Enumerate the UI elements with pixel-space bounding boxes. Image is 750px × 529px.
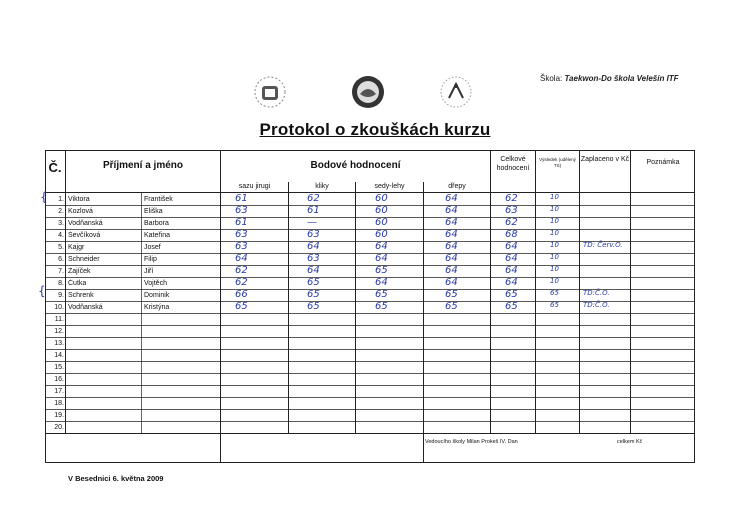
row-firstname: Josef bbox=[144, 244, 161, 251]
row-total: 62 bbox=[505, 217, 518, 228]
row-number: 8. bbox=[58, 280, 64, 287]
row-total: 64 bbox=[505, 253, 518, 264]
row-paid: TD:Č.O. bbox=[583, 289, 610, 297]
row-number: 18. bbox=[54, 400, 64, 407]
col-drepy-header: dřepy bbox=[448, 183, 466, 190]
row-sedy: 64 bbox=[375, 277, 388, 288]
row-number: 10. bbox=[54, 304, 64, 311]
row-kliky: 65 bbox=[307, 277, 320, 288]
row-drepy: 64 bbox=[445, 277, 458, 288]
row-sedy: 60 bbox=[375, 205, 388, 216]
row-result: 10 bbox=[550, 241, 559, 249]
col-sedy-header: sedy-lehy bbox=[374, 183, 405, 190]
row-number: 9. bbox=[58, 292, 64, 299]
row-drepy: 64 bbox=[445, 229, 458, 240]
row-surname: Kozlová bbox=[68, 208, 93, 215]
row-sedy: 64 bbox=[375, 241, 388, 252]
row-drepy: 64 bbox=[445, 217, 458, 228]
row-total: 65 bbox=[505, 301, 518, 312]
row-result: 10 bbox=[550, 229, 559, 237]
row-sedy: 60 bbox=[375, 229, 388, 240]
row-sazu: 62 bbox=[235, 265, 248, 276]
footer-total: celkem Kč bbox=[617, 439, 643, 445]
row-total: 64 bbox=[505, 241, 518, 252]
school-name: Taekwon-Do škola Velešín ITF bbox=[564, 74, 679, 83]
row-kliky: 61 bbox=[307, 205, 320, 216]
federation-logo-icon bbox=[348, 72, 388, 112]
protocol-table bbox=[45, 150, 695, 463]
row-number: 5. bbox=[58, 244, 64, 251]
col-result-header: Výsledek (udělený TS) bbox=[539, 157, 576, 168]
margin-mark: { bbox=[40, 190, 48, 204]
row-result: 10 bbox=[550, 277, 559, 285]
row-kliky: 64 bbox=[307, 241, 320, 252]
row-firstname: Vojtěch bbox=[144, 280, 167, 287]
col-sazu-header: sazu jirugi bbox=[238, 183, 271, 190]
row-number: 15. bbox=[54, 364, 64, 371]
row-surname: Zajíček bbox=[68, 268, 91, 275]
row-result: 65 bbox=[550, 301, 559, 309]
club-logo-icon bbox=[436, 72, 476, 112]
col-points-header: Bodové hodnocení bbox=[310, 160, 401, 171]
row-kliky: 64 bbox=[307, 265, 320, 276]
row-drepy: 65 bbox=[445, 301, 458, 312]
row-paid: TD: Červ.O. bbox=[583, 241, 623, 249]
row-number: 20. bbox=[54, 424, 64, 431]
school-line bbox=[540, 74, 679, 83]
row-drepy: 64 bbox=[445, 253, 458, 264]
row-sedy: 65 bbox=[375, 301, 388, 312]
row-sedy: 64 bbox=[375, 253, 388, 264]
row-drepy: 64 bbox=[445, 265, 458, 276]
row-drepy: 64 bbox=[445, 193, 458, 204]
place-date: V Besednici 6. května 2009 bbox=[68, 474, 164, 483]
row-sedy: 65 bbox=[375, 289, 388, 300]
row-sazu: 65 bbox=[235, 301, 248, 312]
row-sazu: 61 bbox=[235, 193, 248, 204]
row-drepy: 65 bbox=[445, 289, 458, 300]
row-surname: Kajgr bbox=[68, 244, 85, 251]
col-number-header: Č. bbox=[48, 160, 62, 175]
row-sazu: 66 bbox=[235, 289, 248, 300]
row-kliky: 63 bbox=[307, 253, 320, 264]
margin-mark: { bbox=[38, 284, 46, 298]
row-firstname: Kateřina bbox=[144, 232, 171, 239]
row-total: 63 bbox=[505, 205, 518, 216]
row-firstname: Barbora bbox=[144, 220, 169, 227]
row-total: 64 bbox=[505, 265, 518, 276]
row-kliky: 62 bbox=[307, 193, 320, 204]
row-sazu: 63 bbox=[235, 241, 248, 252]
row-result: 10 bbox=[550, 205, 559, 213]
school-label: Škola: bbox=[540, 74, 563, 83]
row-firstname: Dominik bbox=[144, 292, 170, 299]
row-firstname: František bbox=[144, 196, 173, 203]
row-sedy: 60 bbox=[375, 217, 388, 228]
row-firstname: Eliška bbox=[144, 208, 163, 215]
row-number: 1. bbox=[58, 196, 64, 203]
row-drepy: 64 bbox=[445, 241, 458, 252]
row-firstname: Kristýna bbox=[144, 304, 170, 311]
row-firstname: Filip bbox=[144, 256, 157, 263]
row-kliky: — bbox=[307, 217, 317, 228]
row-result: 10 bbox=[550, 193, 559, 201]
row-surname: Ševčíková bbox=[68, 232, 101, 239]
row-sedy: 65 bbox=[375, 265, 388, 276]
row-number: 12. bbox=[54, 328, 64, 335]
row-result: 10 bbox=[550, 253, 559, 261]
row-sazu: 62 bbox=[235, 277, 248, 288]
logo-strip bbox=[250, 72, 480, 122]
row-paid: TD:Č.O. bbox=[583, 301, 610, 309]
col-kliky-header: kliky bbox=[315, 183, 329, 190]
row-sazu: 64 bbox=[235, 253, 248, 264]
row-total: 65 bbox=[505, 289, 518, 300]
row-firstname: Jiří bbox=[144, 268, 154, 275]
row-sazu: 61 bbox=[235, 217, 248, 228]
row-kliky: 65 bbox=[307, 289, 320, 300]
row-total: 64 bbox=[505, 277, 518, 288]
footer-leader: Vedoucího školy Milan Prokeš IV. Dan bbox=[425, 439, 518, 445]
itf-logo-icon bbox=[250, 72, 290, 112]
row-number: 19. bbox=[54, 412, 64, 419]
row-number: 7. bbox=[58, 268, 64, 275]
row-number: 17. bbox=[54, 388, 64, 395]
row-surname: Vodňanská bbox=[68, 304, 103, 311]
col-name-header: Příjmení a jméno bbox=[102, 160, 184, 171]
row-surname: Čutka bbox=[68, 280, 87, 287]
row-total: 62 bbox=[505, 193, 518, 204]
row-surname: Viktora bbox=[68, 196, 90, 203]
row-surname: Vodňanská bbox=[68, 220, 103, 227]
row-sedy: 60 bbox=[375, 193, 388, 204]
row-result: 10 bbox=[550, 265, 559, 273]
row-drepy: 64 bbox=[445, 205, 458, 216]
row-total: 68 bbox=[505, 229, 518, 240]
row-number: 13. bbox=[54, 340, 64, 347]
row-number: 11. bbox=[54, 316, 64, 323]
col-note-header: Poznámka bbox=[646, 159, 680, 166]
row-surname: Schneider bbox=[68, 256, 100, 263]
col-total-header: Celkové hodnocení bbox=[496, 156, 530, 172]
row-number: 4. bbox=[58, 232, 64, 239]
row-sazu: 63 bbox=[235, 229, 248, 240]
col-paid-header: Zaplaceno v Kč bbox=[580, 156, 630, 163]
row-number: 2. bbox=[58, 208, 64, 215]
row-kliky: 63 bbox=[307, 229, 320, 240]
row-number: 16. bbox=[54, 376, 64, 383]
row-sazu: 63 bbox=[235, 205, 248, 216]
page-title: Protokol o zkouškách kurzu bbox=[259, 120, 491, 139]
row-number: 3. bbox=[58, 220, 64, 227]
row-surname: Schrenk bbox=[68, 292, 94, 299]
row-number: 6. bbox=[58, 256, 64, 263]
row-number: 14. bbox=[54, 352, 64, 359]
row-result: 10 bbox=[550, 217, 559, 225]
row-result: 65 bbox=[550, 289, 559, 297]
row-kliky: 65 bbox=[307, 301, 320, 312]
